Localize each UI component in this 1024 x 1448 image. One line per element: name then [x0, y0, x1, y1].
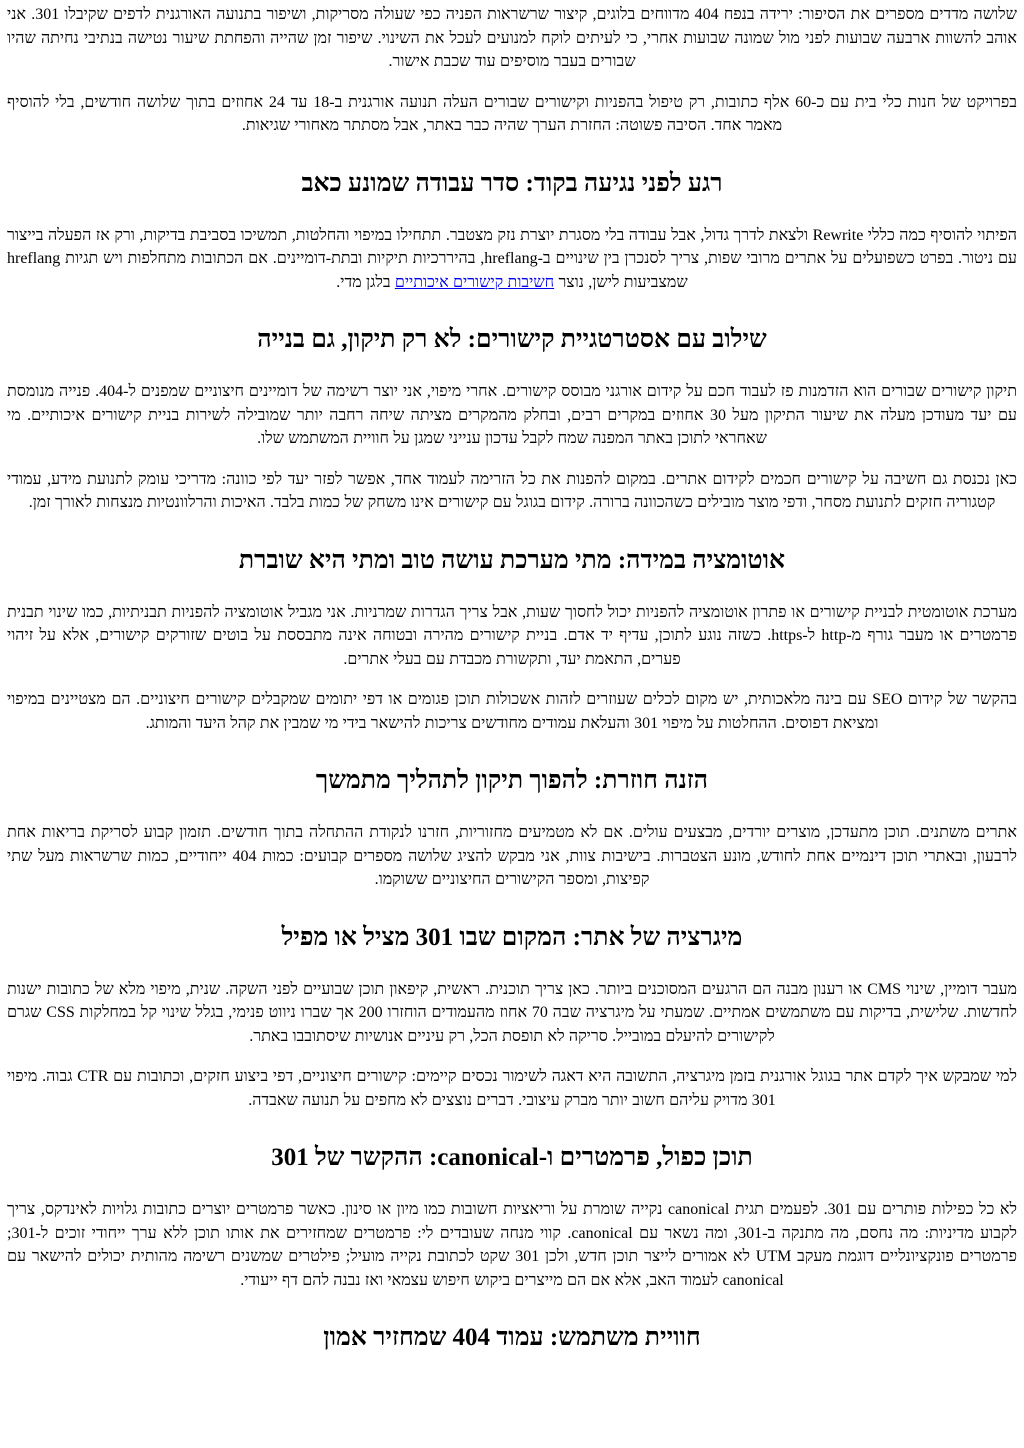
- section-heading: חוויית משתמש: עמוד 404 שמחזיר אמון: [323, 1324, 701, 1351]
- paragraph: כאן נכנסת גם חשיבה על קישורים חכמים לקידום אתרים. במקום להפנות את כל הזרימה לעמוד אחד, אפשר לפזר יעד לפי כוונה: מדריכי עומק לתנועת מידע, עמודי קטגוריה חזקים לתנועת מסחר, ודפי מוצר מובילים כשהכוונה ברורה. קידום בגוגל עם קישורים אינו משחק של כמות בלבד. האיכות והרלוונטיות מנצחות לאורך זמן.: [7, 470, 1017, 511]
- paragraph: שלושה מדדים מספרים את הסיפור: ירידה בנפח 404 מדווחים בלוגים, קיצור שרשראות הפניה כפי שעולה מסריקות, ושיפור בתנועה האורגנית לדפים שקיבלו 301. אני אוהב להשוות ארבעה שבועות לפני מול שמונה שבועות אחרי, כי לעיתים לוקח למנועים לעכל את השינוי. שיפור זמן שהייה והפחתת שיעור נטישה בנתיבי נחיתה שהיו שבורים בעבר מוסיפים עוד שכבת אישור.: [7, 6, 1017, 70]
- section-heading: אוטומציה במידה: מתי מערכת עושה טוב ומתי היא שוברת: [238, 546, 786, 574]
- section-heading: רגע לפני נגיעה בקוד: סדר עבודה שמונע כאב: [301, 169, 723, 197]
- section-heading: תוכן כפול, פרמטרים ו-canonical: ההקשר של 301: [271, 1144, 753, 1171]
- paragraph: מעבר דומיין, שינוי CMS או רענון מבנה הם הרגעים המסוכנים ביותר. כאן צריך תוכנית. ראשית, קיפאון תוכן שבועיים לפני השקה. שנית, מיפוי מלא של כתובות ישנות לחדשות. שלישית, בדיקות עם משתמשים אמתיים. שמעתי על מיגרציה שבה 70 אחוז מהעמודים הוחזרו 200 אך שברו ניווט פנימי, בגלל שינוי קל במחלקות CSS שגרם לקישורים להיעלם במובייל. סריקה לא תופסת הכל, רק עיניים אנושיות שיסתובבו באתר.: [7, 980, 1018, 1045]
- paragraph: [7, 224, 1017, 295]
- paragraph-text: בלגן מדי.: [336, 273, 395, 291]
- section-heading: הזנה חוזרת: להפוך תיקון לתהליך מתמשך: [315, 767, 709, 794]
- paragraph: לא כל כפילות פותרים עם 301. לפעמים תגית canonical נקייה שומרת על וריאציות חשובות כמו מיון או סינון. כאשר פרמטרים יוצרים כתובות גלויות לאינדקס, צריך לקבוע מדיניות: מה נחסם, מה מתנקה ב-301, ומה נשאר עם canonical. קווי מנחה שעובדים לי: פרמטרים שמחזירים את אותו תוכן ללא ערך ייחודי זוכים ל-301; פרמטרים פונקציונליים דוגמת מעקב UTM לא אמורים לייצר תוכן חדש, ולכן 301 שקט לכתובת נקייה מועיל; פילטרים שמשנים רשימה מהותית יכולים להישאר עם canonical לעמוד האב, אלא אם הם מייצרים ביקוש חיפוש עצמאי ואז נבנה להם דף ייעודי.: [7, 1201, 1018, 1289]
- paragraph: בהקשר של קידום SEO עם בינה מלאכותית, יש מקום לכלים שעוזרים לזהות אשכולות תוכן פגומים או דפי יתומים שמקבלים קישורים חיצוניים. הם מצטיינים במיפוי ומציאת דפוסים. ההחלטות על מיפוי 301 והעלאת עמודים מחודשים צריכות להישאר בידי מי שמבין את קהל היעד והמותג.: [7, 691, 1017, 732]
- paragraph: מערכת אוטומטית לבניית קישורים או פתרון אוטומציה להפניות יכול לחסוך שעות, אבל צריך הגדרות שמרניות. אני מגביל אוטומציה להפניות תבניתיות, כמו שינוי תבנית פרמטרים או מעבר גורף מ-http ל-https. כשזה נוגע לתוכן, עדיף יד אדם. בניית קישורים מהירה ובטוחה אינה מתבססת על בוטים שזורקים קישורים, אלא על זיהוי פערים, התאמת יעד, ותקשורת מכבדת עם בעלי אתרים.: [7, 603, 1017, 668]
- section-heading: מיגרציה של אתר: המקום שבו 301 מציל או מפיל: [281, 923, 743, 951]
- paragraph-text: הפיתוי להוסיף כמה כללי Rewrite ולצאת לדרך גדול, אבל עבודה בלי מסגרת יוצרת נזק מצטבר. תתחילו במיפוי והחלטות, תמשיכו בסביבת בדיקות, ורק אז הפעלה בייצור עם ניטור. בפרט כשפועלים על אתרים מרובי שפות, צריך לסנכרן בין שינויים ב-hreflang, בהיררכיות תיקיות ובתת-דומיינים. אם הכתובות מתחלפות ויש תגיות hreflang שמצביעות לישן, נוצר: [7, 226, 1017, 291]
- section-heading: שילוב עם אסטרטגיית קישורים: לא רק תיקון, גם בנייה: [257, 326, 767, 353]
- paragraph: אתרים משתנים. תוכן מתעדכן, מוצרים יורדים, מבצעים עולים. אם לא מטמיעים מחזוריות, חזרנו לנקודת ההתחלה בתוך חודשים. תזמון קבוע לסריקת בריאות אחת לרבעון, ובאתרי תוכן דינמיים אחת לחודש, מונע הצטברות. בישיבות צוות, אני מבקש להציג שלושה מספרים קבועים: כמות 404 ייחודיים, כמות שרשראות מעל שתי קפיצות, ומספר הקישורים החיצוניים ששוקמו.: [7, 824, 1017, 888]
- paragraph: בפרויקט של חנות כלי בית עם כ-60 אלף כתובות, רק טיפול בהפניות וקישורים שבורים העלה תנועה אורגנית ב-18 עד 24 אחוזים בתוך שלושה חודשים, בלי להוסיף מאמר אחד. הסיבה פשוטה: החזרת הערך שהיה כבר באתר, אבל מסתתר מאחורי שגיאות.: [7, 93, 1017, 134]
- paragraph: תיקון קישורים שבורים הוא הזדמנות פז לעבוד חכם על קידום אורגני מבוסס קישורים. אחרי מיפוי, אני יוצר רשימה של דומיינים חיצוניים שמפנים ל-404. פנייה מנומסת עם יעד מעודכן מעלה את שיעור התיקון מעל 30 אחוזים במקרים רבים, ובחלק מהמקרים מציתה שיחה רחבה יותר שמובילה לשירות בניית קישורים איכותיים. מי שאחראי לתוכן באתר המפנה שמח לקבל עדכון ענייני שמגן על חוויית המשתמש שלו.: [7, 383, 1017, 447]
- inline-text-link[interactable]: חשיבות קישורים איכותיים: [394, 273, 555, 291]
- paragraph: למי שמבקש איך לקדם אתר בגוגל אורגנית בזמן מיגרציה, התשובה היא דאגה לשימור נכסים קיימים: קישורים חיצוניים, דפי ביצוע חזקים, וכתובות עם CTR גבוה. מיפוי 301 מדויק עליהם חשוב יותר מברק עיצובי. דברים נוצצים לא מחפים על תנועה שאבדה.: [7, 1068, 1017, 1109]
